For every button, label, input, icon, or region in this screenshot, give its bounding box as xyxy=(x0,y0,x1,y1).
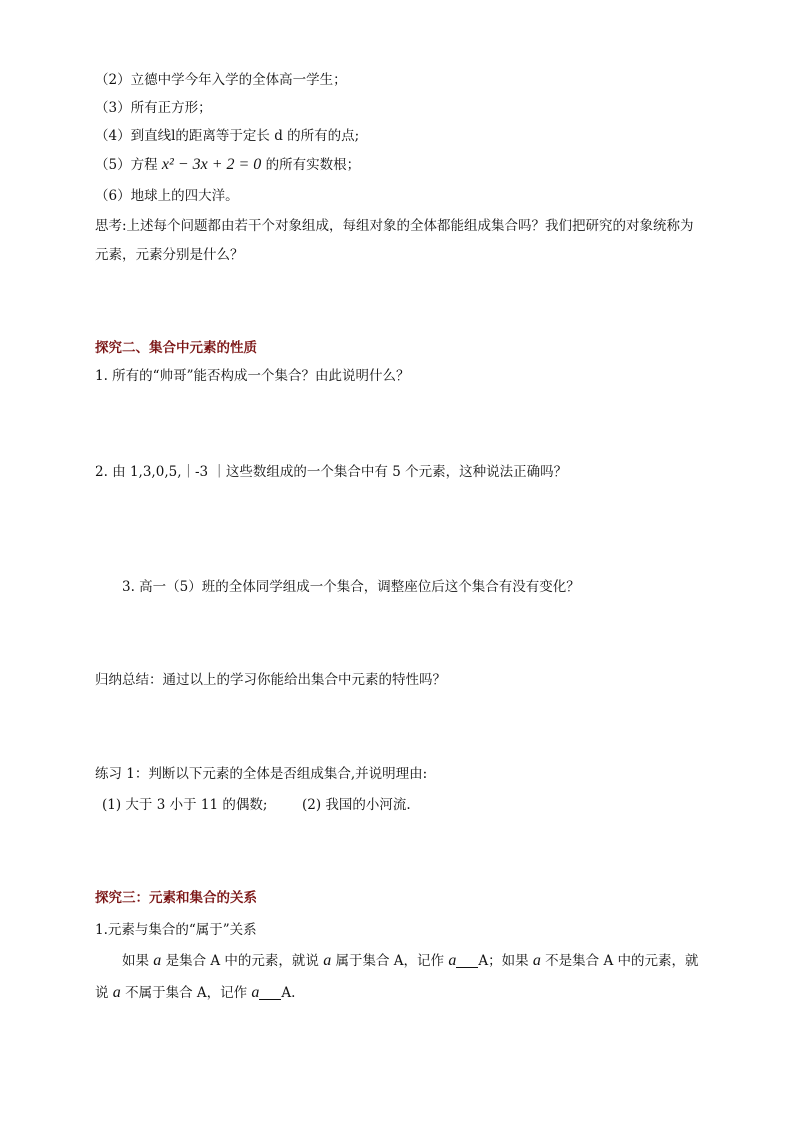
text: 属于集合 A，记作 xyxy=(331,953,449,969)
practice-item-a: (1) 大于 3 小于 11 的偶数; xyxy=(102,797,268,813)
text: 不是集合 A 中的元素，就 xyxy=(540,953,699,969)
var-a: a xyxy=(251,984,260,1001)
var-a: a xyxy=(448,952,457,969)
belongs-paragraph-line1 xyxy=(122,951,699,971)
section2-heading: 探究二、集合中元素的性质 xyxy=(95,340,257,356)
line-item-5 xyxy=(95,155,360,175)
var-a: a xyxy=(323,952,332,969)
text: 如果 xyxy=(122,953,154,969)
equation: x² − 3x + 2 = 0 xyxy=(161,156,262,173)
belongs-paragraph-line2 xyxy=(95,983,295,1003)
text: 说 xyxy=(95,985,113,1001)
line-item-3: （3）所有正方形； xyxy=(95,100,212,116)
text: A；如果 xyxy=(478,953,533,969)
practice-item-b: (2) 我国的小河流. xyxy=(302,797,411,813)
text: 不属于集合 A，记作 xyxy=(120,985,252,1001)
question-1: 1. 所有的“帅哥”能否构成一个集合？由此说明什么？ xyxy=(95,368,410,384)
var-a: a xyxy=(112,984,121,1001)
line-item-4: （4）到直线l的距离等于定长 d 的所有的点; xyxy=(95,128,360,144)
line-item-2: （2）立德中学今年入学的全体高一学生； xyxy=(95,72,347,88)
text: 是集合 A 中的元素，就说 xyxy=(161,953,324,969)
answer-blank[interactable] xyxy=(456,953,478,968)
summary: 归纳总结：通过以上的学习你能给出集合中元素的特性吗？ xyxy=(95,672,446,688)
section3-subheading: 1.元素与集合的“属于”关系 xyxy=(95,922,257,938)
item-5-suffix: 的所有实数根； xyxy=(261,157,361,173)
question-3: 3. 高一（5）班的全体同学组成一个集合，调整座位后这个集合有没有变化？ xyxy=(122,579,580,595)
think-paragraph: 思考:上述每个问题都由若干个对象组成，每组对象的全体都能组成集合吗？我们把研究的对象统称为元素，元素分别是什么？ xyxy=(95,218,694,263)
line-item-6: （6）地球上的四大洋。 xyxy=(95,188,239,204)
var-a: a xyxy=(153,952,162,969)
answer-blank[interactable] xyxy=(259,985,281,1000)
section3-heading: 探究三：元素和集合的关系 xyxy=(95,890,257,906)
text: A. xyxy=(281,985,296,1001)
var-a: a xyxy=(532,952,541,969)
item-5-prefix: （5）方程 xyxy=(95,157,162,173)
practice-1: 练习 1：判断以下元素的全体是否组成集合,并说明理由: xyxy=(95,766,428,782)
question-2: 2. 由 1,3,0,5,｜-3 ｜这些数组成的一个集合中有 5 个元素，这种说法正确吗？ xyxy=(95,464,568,480)
